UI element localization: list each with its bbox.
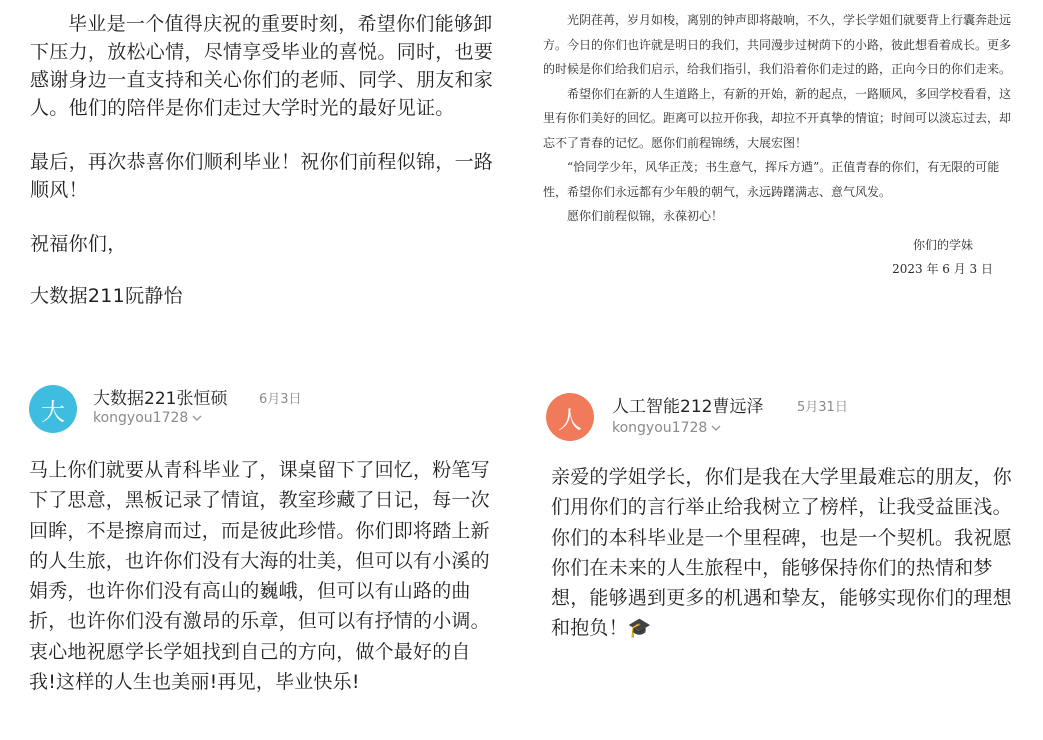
letter-top-left	[30, 10, 510, 310]
handle-text: kongyou1728	[612, 420, 708, 436]
letter-top-right	[543, 8, 1013, 282]
letter-paragraph: “恰同学少年，风华正茂；书生意气，挥斥方遒”。正值青春的你们，有无限的可能性，希望你们永远都有少年般的朝气，永远踌躇满志、意气风发。	[543, 160, 1000, 199]
letter-signature: 你们的学妹	[912, 237, 973, 252]
letter-paragraph: 光阴荏苒，岁月如梭，离别的钟声即将敲响，不久，学长学姐们就要背上行囊奔赴远方。今日的你们也许就是明日的我们，共同漫步过树荫下的小路，彼此想看着成长。更多的时候是你们给我们启示，给我们指引，我们沿着你们走过的路，正向今日的你们走来。	[543, 13, 1012, 76]
comment-date: 6月3日	[259, 392, 302, 407]
comment-author-name[interactable]: 人工智能212曹远泽	[612, 397, 764, 417]
avatar[interactable]: 大	[29, 385, 77, 433]
comment-recipient-handle[interactable]	[93, 410, 202, 426]
letter-date: 2023 年 6 月 3 日	[892, 262, 993, 276]
handle-text: kongyou1728	[93, 410, 189, 426]
chevron-down-icon[interactable]	[192, 412, 202, 425]
comment-body: 亲爱的学姐学长，你们是我在大学里最难忘的朋友，你们用你们的言行举止给我树立了榜样，让我受益匪浅。你们的本科毕业是一个里程碑，也是一个契机。我祝愿你们在未来的人生旅程中，能够保持你们的热情和梦想，能够遇到更多的机遇和挚友，能够实现你们的理想和抱负！🎓	[551, 466, 1012, 640]
comment-date: 5月31日	[797, 400, 848, 415]
letter-paragraph: 希望你们在新的人生道路上，有新的开始，新的起点，一路顺风，多回学校看看，这里有你们美好的回忆。距离可以拉开你我，却拉不开真挚的情谊；时间可以淡忘过去，却忘不了青春的记忆。愿你们前程锦绣，大展宏图！	[543, 86, 1012, 150]
chevron-down-icon[interactable]	[711, 422, 721, 435]
letter-signature: 大数据211阮静怡	[30, 285, 183, 307]
letter-closing: 祝福你们，	[30, 233, 127, 255]
letter-paragraph: 愿你们前程似锦，永葆初心！	[567, 209, 724, 223]
comment-body: 马上你们就要从青科毕业了，课桌留下了回忆，粉笔写下了思意，黑板记录了情谊，教室珍藏了日记，每一次回眸，不是擦肩而过，而是彼此珍惜。你们即将踏上新的人生旅，也许你们没有大海的壮美，但可以有小溪的娟秀，也许你们没有高山的巍峨，但可以有山路的曲折，也许你们没有激昂的乐章，但可以有抒情的小调。衷心地祝愿学长学姐找到自己的方向，做个最好的自我!这样的人生也美丽!再见，毕业快乐!	[29, 459, 490, 694]
comment-recipient-handle[interactable]	[612, 420, 721, 436]
comment-author-name[interactable]: 大数据221张恒硕	[93, 389, 228, 409]
letter-paragraph: 毕业是一个值得庆祝的重要时刻，希望你们能够卸下压力，放松心情，尽情享受毕业的喜悦。同时，也要感谢身边一直支持和关心你们的老师、同学、朋友和家人。他们的陪伴是你们走过大学时光的最好见证。	[30, 13, 494, 119]
avatar[interactable]: 人	[546, 393, 594, 441]
letter-paragraph: 最后，再次恭喜你们顺利毕业！祝你们前程似锦，一路顺风！	[30, 151, 494, 201]
